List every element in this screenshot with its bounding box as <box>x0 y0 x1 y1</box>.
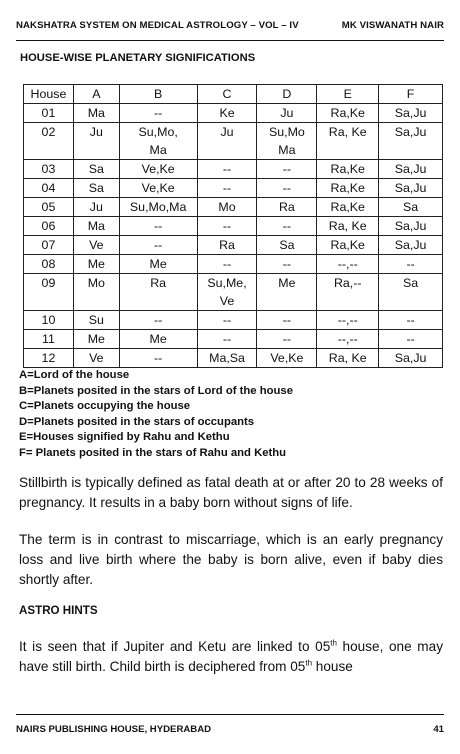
table-cell: Me <box>73 255 119 274</box>
table-cell: -- <box>257 255 317 274</box>
table-cell: Ra, Ke <box>317 349 379 368</box>
legend-item-a: A=Lord of the house <box>19 369 130 381</box>
legend-item-d: D=Planets posited in the stars of occupants <box>19 415 255 428</box>
table-cell: Sa,Ju <box>379 104 443 123</box>
table-cell: Ju <box>257 104 317 123</box>
table-row <box>24 179 443 198</box>
table-cell: Sa <box>257 236 317 255</box>
table-cell: Mo <box>197 198 257 217</box>
table-cell: Ra,-- <box>317 274 379 311</box>
table-cell: 12 <box>24 349 74 368</box>
table-cell: -- <box>257 160 317 179</box>
col-header-house: House <box>24 85 74 104</box>
table-cell: Ra,Ke <box>317 104 379 123</box>
table-cell: Me <box>73 330 119 349</box>
table-cell: Sa <box>73 160 119 179</box>
astro-hint-text-a: It is seen that if Jupiter and Ketu are linked to 05 <box>19 639 331 654</box>
table-cell: Me <box>119 255 197 274</box>
table-cell: Sa,Ju <box>379 349 443 368</box>
table-cell: Ve <box>73 349 119 368</box>
table-cell: Su,Mo, Ma <box>119 123 197 160</box>
table-cell: Ra, Ke <box>317 123 379 160</box>
col-header-b: B <box>119 85 197 104</box>
table-cell: Sa <box>379 274 443 311</box>
table-cell: Sa <box>73 179 119 198</box>
table-cell: 01 <box>24 104 74 123</box>
table-cell: -- <box>119 311 197 330</box>
table-cell: Ma <box>73 104 119 123</box>
table-cell: Ra,Ke <box>317 236 379 255</box>
table-cell: Sa,Ju <box>379 123 443 160</box>
table-cell: -- <box>197 160 257 179</box>
table-cell: Su,Mo Ma <box>257 123 317 160</box>
table-cell: Ra,Ke <box>317 179 379 198</box>
table-row <box>24 255 443 274</box>
paragraph-stillbirth-definition: Stillbirth is typically defined as fatal death at or after 20 to 28 weeks of pregnancy. It results in a baby born without signs of life. <box>19 475 443 510</box>
table-cell: -- <box>197 217 257 236</box>
table-cell: 11 <box>24 330 74 349</box>
ordinal-suffix: th <box>330 638 337 648</box>
col-header-c: C <box>197 85 257 104</box>
table-cell: -- <box>257 217 317 236</box>
table-cell: -- <box>119 236 197 255</box>
table-row <box>24 349 443 368</box>
table-cell: 05 <box>24 198 74 217</box>
col-header-d: D <box>257 85 317 104</box>
legend <box>19 368 293 462</box>
col-header-e: E <box>317 85 379 104</box>
footer-publisher: NAIRS PUBLISHING HOUSE, HYDERABAD <box>16 724 212 735</box>
table-cell: -- <box>379 311 443 330</box>
table-cell: 10 <box>24 311 74 330</box>
table-cell: Su <box>73 311 119 330</box>
table-row <box>24 236 443 255</box>
table-cell: Sa <box>379 198 443 217</box>
table-cell: Me <box>119 330 197 349</box>
table-cell: --,-- <box>317 330 379 349</box>
table-cell: Mo <box>73 274 119 311</box>
table-cell: --,-- <box>317 255 379 274</box>
table-cell: Ra,Ke <box>317 198 379 217</box>
table-cell: -- <box>119 349 197 368</box>
table-cell: Ra <box>119 274 197 311</box>
header-author: MK VISWANATH NAIR <box>341 20 444 31</box>
table-cell: Sa,Ju <box>379 217 443 236</box>
table-cell: 02 <box>24 123 74 160</box>
table-cell: 04 <box>24 179 74 198</box>
table-cell: -- <box>257 179 317 198</box>
table-cell: --,-- <box>317 311 379 330</box>
table-row <box>24 160 443 179</box>
table-cell: Me <box>257 274 317 311</box>
table-cell: Sa,Ju <box>379 179 443 198</box>
table-cell: -- <box>119 104 197 123</box>
table-row <box>24 123 443 160</box>
table-cell: 07 <box>24 236 74 255</box>
col-header-f: F <box>379 85 443 104</box>
table-cell: Ju <box>73 198 119 217</box>
astro-hint-text-b: house, one may have still birth. Child birth is deciphered from 05 <box>19 639 443 674</box>
table-cell: -- <box>379 255 443 274</box>
table-cell: Ra <box>197 236 257 255</box>
table-cell: Ma,Sa <box>197 349 257 368</box>
table-body <box>24 104 443 368</box>
legend-item-b: B=Planets posited in the stars of Lord of the house <box>19 384 293 397</box>
house-significations-table <box>23 84 443 368</box>
page-footer <box>16 714 444 739</box>
table-cell: -- <box>197 330 257 349</box>
table-cell: Ve,Ke <box>119 160 197 179</box>
table-cell: Sa,Ju <box>379 160 443 179</box>
table-cell: Ma <box>73 217 119 236</box>
table-cell: -- <box>197 255 257 274</box>
table-cell: Ra <box>257 198 317 217</box>
paragraph-miscarriage-contrast: The term is in contrast to miscarriage, which is an early pregnancy loss and live birth where the baby is born alive, even if baby dies shortly after. <box>19 532 443 587</box>
table-cell: 08 <box>24 255 74 274</box>
table-cell: 06 <box>24 217 74 236</box>
table-cell: Ve <box>73 236 119 255</box>
page-number: 41 <box>433 724 444 735</box>
table-cell: 03 <box>24 160 74 179</box>
table-cell: Su,Me, Ve <box>197 274 257 311</box>
table-cell: Sa,Ju <box>379 236 443 255</box>
table-row <box>24 198 443 217</box>
table-cell: Ju <box>73 123 119 160</box>
table-cell: 09 <box>24 274 74 311</box>
table-cell: -- <box>119 217 197 236</box>
table-row <box>24 104 443 123</box>
table-cell: -- <box>257 311 317 330</box>
table-cell: Ke <box>197 104 257 123</box>
table-cell: Su,Mo,Ma <box>119 198 197 217</box>
table-row <box>24 311 443 330</box>
legend-item-c: C=Planets occupying the house <box>19 400 191 413</box>
table-row <box>24 217 443 236</box>
table-cell: Ve,Ke <box>119 179 197 198</box>
table-row <box>24 330 443 349</box>
table-cell: Ra,Ke <box>317 160 379 179</box>
section-title: HOUSE-WISE PLANETARY SIGNIFICATIONS <box>20 52 256 64</box>
ordinal-suffix: th <box>305 658 313 668</box>
paragraph-astro-hint <box>19 637 443 677</box>
header-book-title: NAKSHATRA SYSTEM ON MEDICAL ASTROLOGY – VOL – IV <box>16 20 299 31</box>
table-cell: -- <box>197 311 257 330</box>
table-cell: Ra, Ke <box>317 217 379 236</box>
table-cell: -- <box>197 179 257 198</box>
astro-hints-heading: ASTRO HINTS <box>19 604 98 617</box>
col-header-a: A <box>73 85 119 104</box>
table-cell: -- <box>379 330 443 349</box>
table-cell: -- <box>257 330 317 349</box>
astro-hint-text-c: house <box>312 659 353 674</box>
table-row <box>24 274 443 311</box>
table-cell: Ju <box>197 123 257 160</box>
table-header-row <box>24 85 443 104</box>
page-header <box>16 16 444 41</box>
legend-item-f: F= Planets posited in the stars of Rahu and Kethu <box>19 446 287 459</box>
legend-item-e: E=Houses signified by Rahu and Kethu <box>19 431 230 444</box>
table-cell: Ve,Ke <box>257 349 317 368</box>
